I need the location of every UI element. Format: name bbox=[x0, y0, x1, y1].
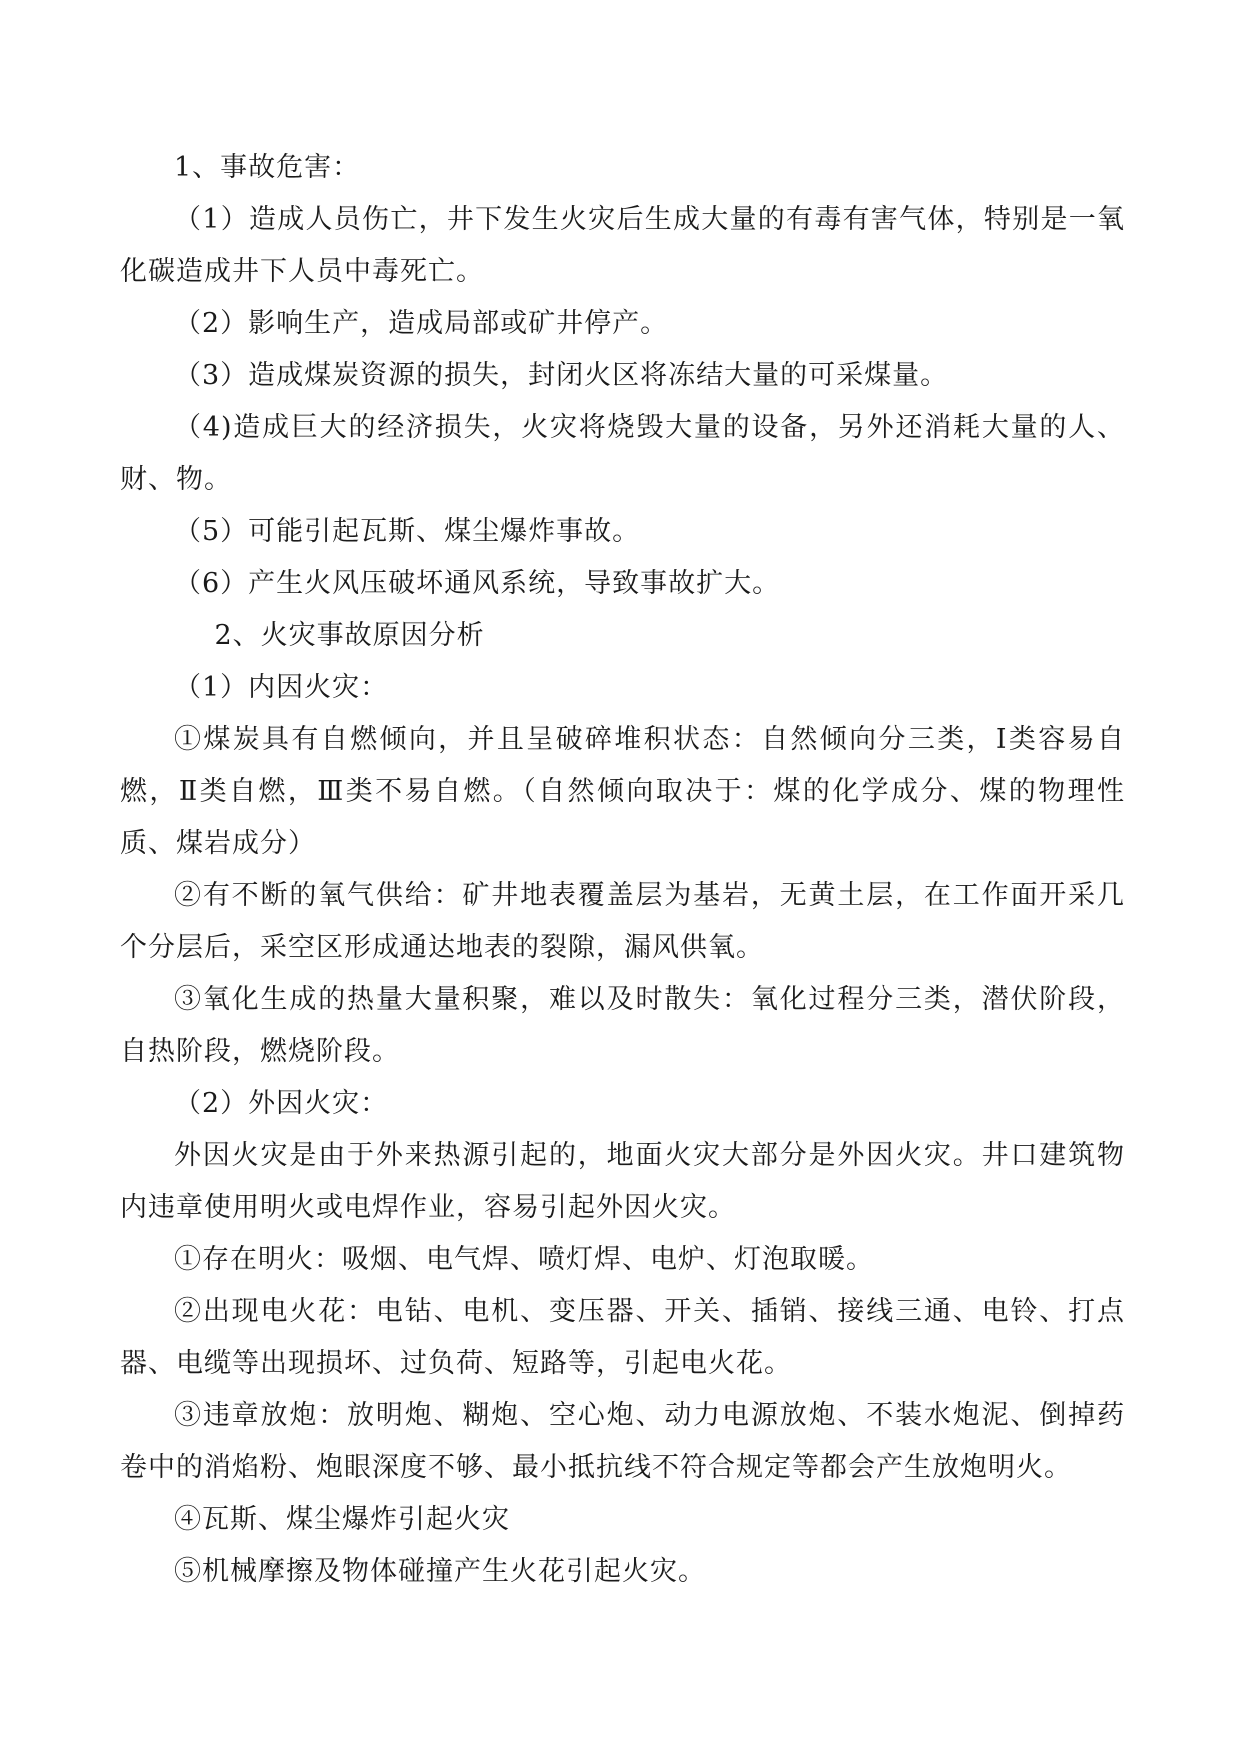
external-cause-4: ④瓦斯、煤尘爆炸引起火灾 bbox=[174, 1504, 510, 1535]
external-fire-description: 外因火灾是由于外来热源引起的，地面火灾大部分是外因火灾。井口建筑物内违章使用明火或电焊作业，容易引起外因火灾。 bbox=[120, 1140, 1125, 1223]
document-body bbox=[120, 142, 1125, 1598]
hazard-item-2: （2）影响生产，造成局部或矿井停产。 bbox=[174, 308, 669, 339]
subheading-external-fire: （2）外因火灾： bbox=[174, 1088, 389, 1119]
internal-cause-2: ②有不断的氧气供给：矿井地表覆盖层为基岩，无黄土层，在工作面开采几个分层后，采空区形成通达地表的裂隙，漏风供氧。 bbox=[120, 880, 1125, 963]
hazard-item-3: （3）造成煤炭资源的损失，封闭火区将冻结大量的可采煤量。 bbox=[174, 360, 949, 391]
hazard-item-1: （1）造成人员伤亡，井下发生火灾后生成大量的有毒有害气体，特别是一氧化碳造成井下人员中毒死亡。 bbox=[120, 204, 1125, 287]
section-heading-cause-analysis: 2、火灾事故原因分析 bbox=[214, 620, 485, 651]
internal-cause-1: ①煤炭具有自燃倾向，并且呈破碎堆积状态：自然倾向分三类，Ⅰ类容易自燃，Ⅱ类自燃，Ⅲ类不易自燃。（自然倾向取决于：煤的化学成分、煤的物理性质、煤岩成分） bbox=[120, 724, 1125, 859]
external-cause-2: ②出现电火花：电钻、电机、变压器、开关、插销、接线三通、电铃、打点器、电缆等出现损坏、过负荷、短路等，引起电火花。 bbox=[120, 1296, 1125, 1379]
external-cause-1: ①存在明火：吸烟、电气焊、喷灯焊、电炉、灯泡取暖。 bbox=[174, 1244, 874, 1275]
internal-cause-3: ③氧化生成的热量大量积聚，难以及时散失：氧化过程分三类，潜伏阶段，自热阶段，燃烧阶段。 bbox=[120, 984, 1125, 1067]
hazard-item-5: （5）可能引起瓦斯、煤尘爆炸事故。 bbox=[174, 516, 641, 547]
external-cause-5: ⑤机械摩擦及物体碰撞产生火花引起火灾。 bbox=[174, 1556, 706, 1587]
section-heading-hazards: 1、事故危害： bbox=[174, 152, 361, 183]
external-cause-3: ③违章放炮：放明炮、糊炮、空心炮、动力电源放炮、不装水炮泥、倒掉药卷中的消焰粉、炮眼深度不够、最小抵抗线不符合规定等都会产生放炮明火。 bbox=[120, 1400, 1125, 1483]
hazard-item-6: （6）产生火风压破坏通风系统，导致事故扩大。 bbox=[174, 568, 781, 599]
subheading-internal-fire: （1）内因火灾： bbox=[174, 672, 389, 703]
hazard-item-4: （4)造成巨大的经济损失，火灾将烧毁大量的设备，另外还消耗大量的人、财、物。 bbox=[120, 412, 1125, 495]
